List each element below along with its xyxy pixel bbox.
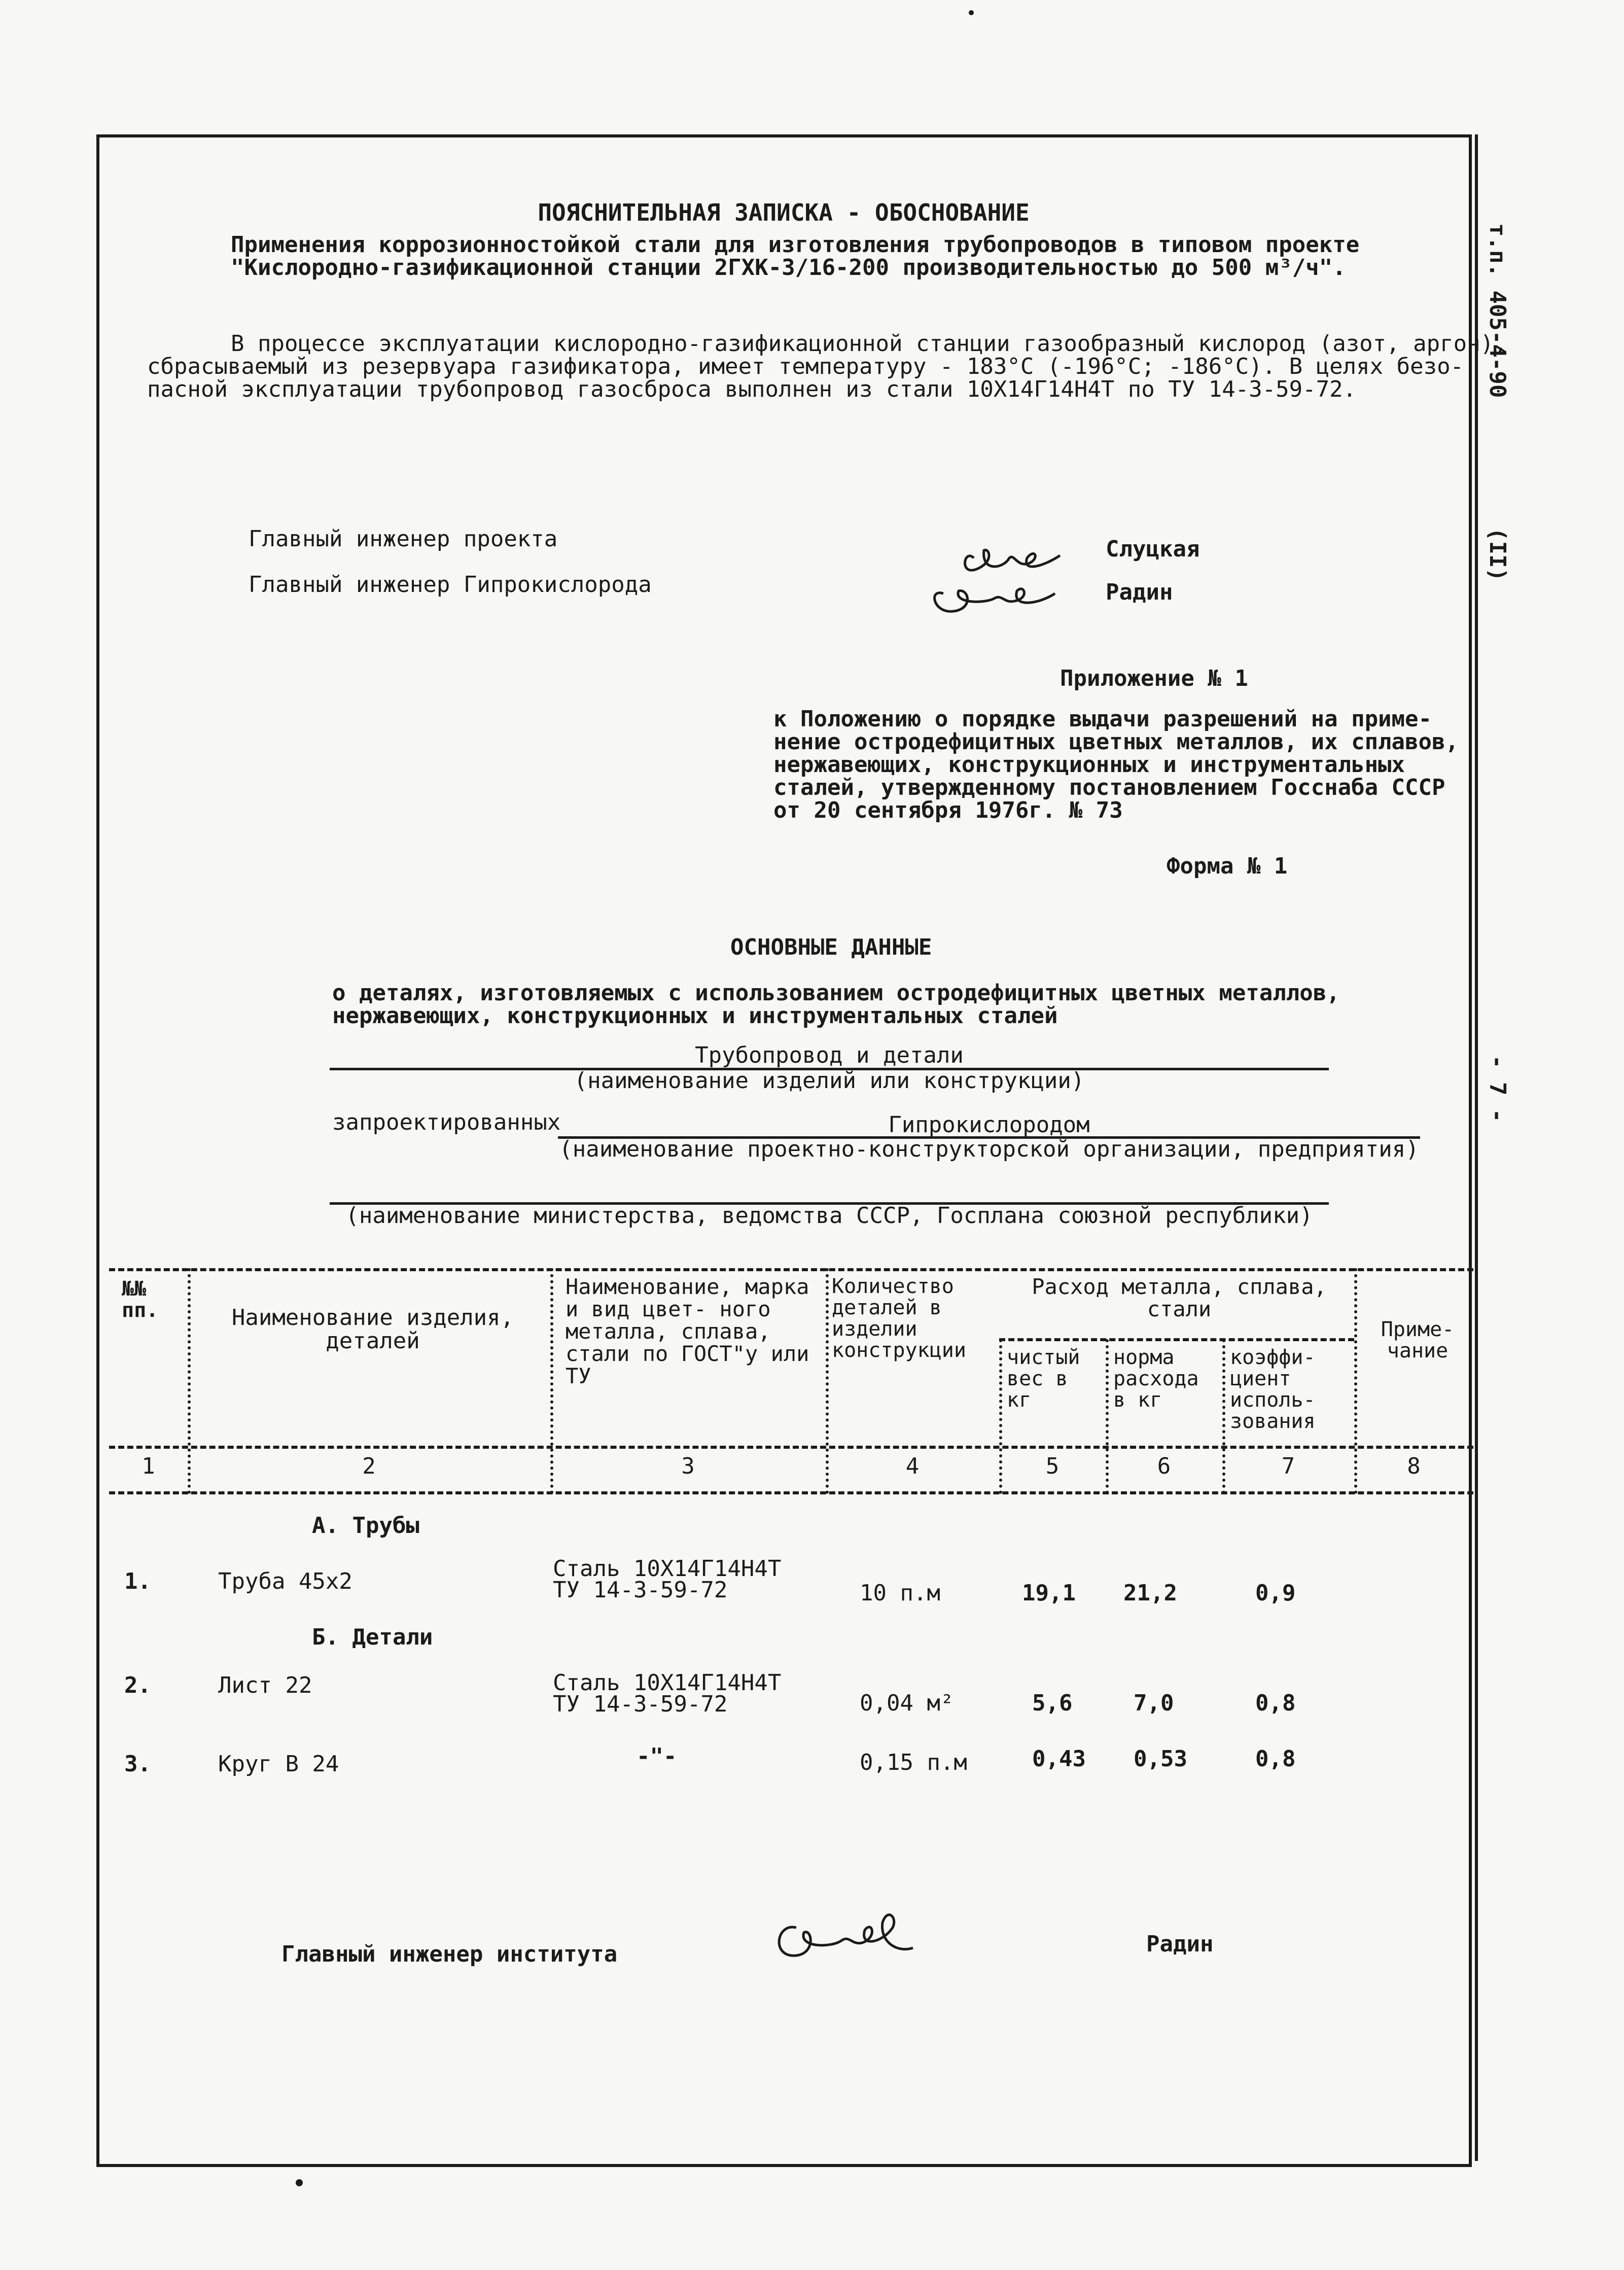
- appendix-line-4: сталей, утвержденному постановлением Госснаба СССР: [773, 775, 1445, 800]
- col-number-5: 5: [1045, 1453, 1060, 1479]
- header-material: Наименование, марка и вид цвет- ного металла, сплава, стали по ГОСТ"у или ТУ: [566, 1274, 809, 1389]
- table-top-border: [109, 1268, 1473, 1271]
- appendix-line-3: нержавеющих, конструкционных и инструментальных: [773, 752, 1405, 778]
- appendix-line-1: к Положению о порядке выдачи разрешений на приме-: [773, 706, 1432, 732]
- product-value: Трубопровод и детали: [695, 1042, 964, 1068]
- row-1-name: Труба 45х2: [218, 1568, 352, 1594]
- row-1-norm: 21,2: [1123, 1580, 1177, 1606]
- signature-radin: [761, 1897, 918, 1973]
- chief-engineer-gipro-role: Главный инженер Гипрокислорода: [249, 572, 652, 598]
- designed-label: запроектированных: [332, 1109, 561, 1135]
- basic-data-desc-2: нержавеющих, конструкционных и инструментальных сталей: [332, 1003, 1058, 1029]
- header-net-weight: чистый вес в кг: [1007, 1346, 1080, 1412]
- org-value: Гипрокислородом: [888, 1112, 1090, 1138]
- doc-id: т.п. 405-4-90: [1485, 223, 1510, 398]
- col-number-8: 8: [1407, 1453, 1421, 1479]
- product-caption: (наименование изделий или конструкции): [574, 1068, 1085, 1094]
- row-2-net: 5,6: [1032, 1690, 1073, 1716]
- row-3-coef: 0,8: [1255, 1746, 1296, 1772]
- row-2-num: 2.: [124, 1672, 151, 1698]
- title-strip: [1475, 134, 1524, 2161]
- section-b-heading: Б. Детали: [312, 1624, 433, 1650]
- row-1-net: 19,1: [1022, 1580, 1076, 1606]
- header-remark: Приме- чание: [1381, 1318, 1455, 1363]
- row-1-qty: 10 п.м: [860, 1580, 940, 1606]
- row-2-coef: 0,8: [1255, 1690, 1296, 1716]
- header-consumption: Расход металла, сплава, стали: [1032, 1274, 1327, 1322]
- row-1-material-2: ТУ 14-3-59-72: [553, 1577, 728, 1603]
- page-number: - 7 -: [1485, 1055, 1510, 1123]
- section-a-heading: А. Трубы: [312, 1513, 419, 1539]
- row-1-material-1: Сталь 10Х14Г14Н4Т: [553, 1556, 782, 1582]
- header-norm: норма расхода в кг: [1113, 1346, 1199, 1412]
- note-subtitle-2: "Кислородно-газификационной станции 2ГХК-3/16-200 производительностью до 500 м³/ч".: [231, 255, 1346, 281]
- form-number: Форма № 1: [1167, 853, 1288, 879]
- institute-chief-engineer-role: Главный инженер института: [281, 1941, 618, 1967]
- row-2-norm: 7,0: [1134, 1690, 1174, 1716]
- ministry-caption: (наименование министерства, ведомства СССР, Госплана союзной республики): [345, 1203, 1313, 1229]
- header-name: Наименование изделия, деталей: [231, 1305, 514, 1354]
- institute-chief-engineer-name: Радин: [1146, 1931, 1214, 1957]
- appendix-title: Приложение № 1: [1060, 666, 1248, 691]
- header-coef: коэффи- циент исполь- зования: [1230, 1346, 1316, 1433]
- row-3-num: 3.: [124, 1751, 151, 1777]
- col-number-2: 2: [362, 1453, 376, 1479]
- basic-data-title: ОСНОВНЫЕ ДАННЫЕ: [730, 934, 932, 960]
- col-number-3: 3: [681, 1453, 695, 1479]
- row-2-qty: 0,04 м²: [860, 1690, 954, 1716]
- header-num: №№ пп.: [122, 1277, 159, 1322]
- col-number-7: 7: [1281, 1453, 1295, 1479]
- note-title: ПОЯСНИТЕЛЬНАЯ ЗАПИСКА - ОБОСНОВАНИЕ: [538, 199, 1030, 226]
- row-2-material-2: ТУ 14-3-59-72: [553, 1691, 728, 1717]
- note-subtitle-1: Применения коррозионностойкой стали для изготовления трубопроводов в типовом проекте: [231, 232, 1360, 258]
- row-2-name: Лист 22: [218, 1672, 312, 1698]
- table-header-bottom-border: [109, 1446, 1473, 1449]
- basic-data-desc-1: о деталях, изготовляемых с использованием остродефицитных цветных металлов,: [332, 980, 1340, 1006]
- row-3-qty: 0,15 п.м: [860, 1750, 967, 1775]
- note-body-line-3: пасной эксплуатации трубопровод газосброса выполнен из стали 10Х14Г14Н4Т по ТУ 14-3-59-72.: [147, 376, 1357, 402]
- col-number-6: 6: [1157, 1453, 1171, 1479]
- album-number: (II): [1485, 528, 1510, 581]
- row-3-net: 0,43: [1032, 1746, 1086, 1772]
- table-subheader-border: [999, 1338, 1354, 1341]
- signature-slutskaya-radin: [913, 528, 1080, 629]
- appendix-line-5: от 20 сентября 1976г. № 73: [773, 797, 1123, 823]
- note-body-line-1: В процессе эксплуатации кислородно-газификационной станции газообразный кислород (азот, аргон),: [231, 331, 1507, 357]
- header-qty: Количество деталей в изделии конструкции: [832, 1275, 966, 1362]
- row-3-name: Круг В 24: [218, 1751, 339, 1777]
- appendix-line-2: нение остродефицитных цветных металлов, их сплавов,: [773, 729, 1459, 755]
- org-caption: (наименование проектно-конструкторской организации, предприятия): [559, 1136, 1419, 1162]
- col-number-1: 1: [142, 1453, 155, 1479]
- chief-engineer-project-name: Слуцкая: [1106, 536, 1200, 562]
- chief-engineer-gipro-name: Радин: [1106, 579, 1173, 605]
- note-body-line-2: сбрасываемый из резервуара газификатора, имеет температуру - 183°С (-196°С; -186°С). В целях безо-: [147, 354, 1464, 379]
- row-2-material-1: Сталь 10Х14Г14Н4Т: [553, 1670, 782, 1696]
- scan-speck: [296, 2179, 303, 2186]
- scan-speck: [969, 10, 974, 15]
- row-3-norm: 0,53: [1134, 1746, 1187, 1772]
- table-numbers-bottom-border: [109, 1491, 1473, 1494]
- row-3-material-1: -"-: [637, 1743, 677, 1769]
- row-1-num: 1.: [124, 1568, 151, 1594]
- col-number-4: 4: [905, 1453, 920, 1479]
- chief-engineer-project-role: Главный инженер проекта: [249, 526, 558, 552]
- row-1-coef: 0,9: [1255, 1580, 1296, 1606]
